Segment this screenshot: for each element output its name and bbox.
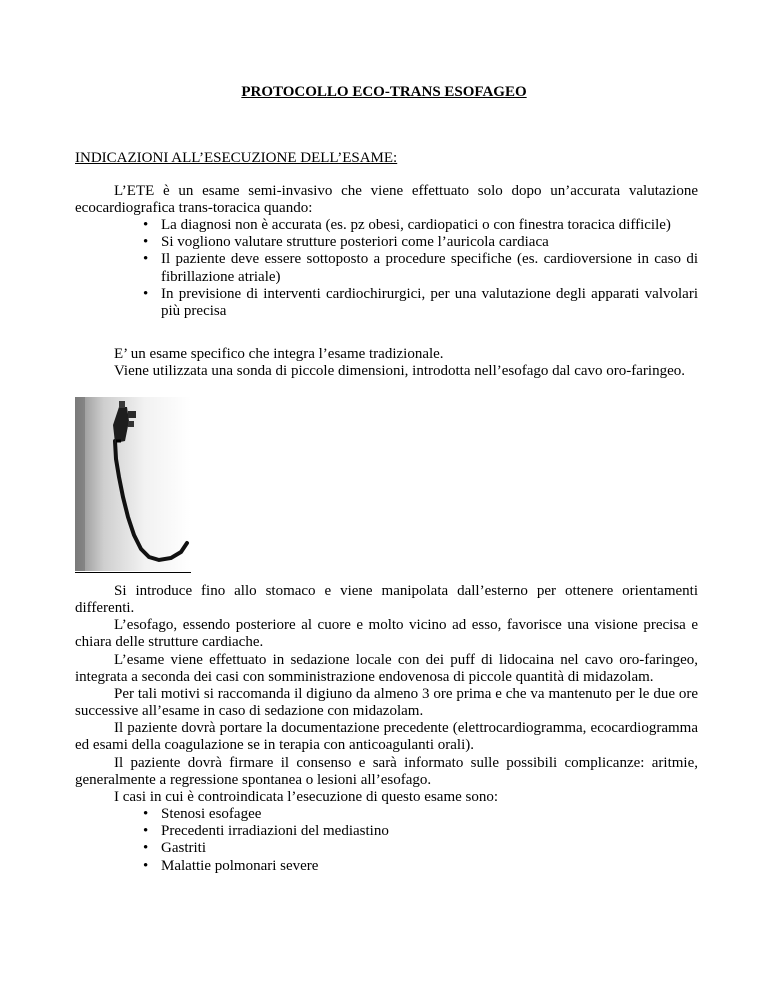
list-item: • Precedenti irradiazioni del mediastino	[141, 823, 698, 840]
body-paragraph: Il paziente dovrà firmare il consenso e sarà informato sulle possibili complicanze: aritmie, generalmente a regressione spontanea o lesioni all’esofago.	[75, 755, 698, 789]
body-paragraph: Si introduce fino allo stomaco e viene manipolata dall’esterno per ottenere orientamenti differenti.	[75, 583, 698, 617]
body-paragraph: Per tali motivi si raccomanda il digiuno da almeno 3 ore prima e che va mantenuto per le due ore successive all’esame in caso di sedazione con midazolam.	[75, 686, 698, 720]
intro-paragraph: L’ETE è un esame semi-invasivo che viene effettuato solo dopo un’accurata valutazione ecocardiografica trans-toracica quando:	[75, 183, 698, 217]
contraindications-list	[141, 806, 698, 875]
list-item: • Malattie polmonari severe	[141, 858, 698, 875]
paragraph-probe: Viene utilizzata una sonda di piccole dimensioni, introdotta nell’esofago dal cavo oro-faringeo.	[114, 363, 685, 379]
body-paragraph: Il paziente dovrà portare la documentazione precedente (elettrocardiogramma, ecocardiogramma ed esami della coagulazione se in terapia con anticoagulanti orali).	[75, 720, 698, 754]
list-item: • Gastriti	[141, 840, 698, 857]
list-item: • La diagnosi non è accurata (es. pz obesi, cardiopatici o con finestra toracica difficile)	[141, 217, 698, 234]
list-item: • In previsione di interventi cardiochirurgici, per una valutazione degli apparati valvolari più precisa	[141, 286, 698, 320]
figure-rule	[75, 572, 191, 573]
body-paragraph: L’esame viene effettuato in sedazione locale con dei puff di lidocaina nel cavo oro-faringeo, integrata a seconda dei casi con somministrazione endovenosa di piccole quantità di midazolam.	[75, 652, 698, 686]
indications-list	[141, 217, 698, 320]
body-paragraph: L’esofago, essendo posteriore al cuore e molto vicino ad esso, favorisce una visione precisa e chiara delle strutture cardiache.	[75, 617, 698, 651]
list-item: • Il paziente deve essere sottoposto a procedure specifiche (es. cardioversione in caso di fibrillazione atriale)	[141, 251, 698, 285]
list-item: • Stenosi esofagee	[141, 806, 698, 823]
document-title: PROTOCOLLO ECO-TRANS ESOFAGEO	[241, 84, 527, 100]
paragraph-specific: E’ un esame specifico che integra l’esame tradizionale.	[114, 346, 444, 362]
probe-photo	[75, 397, 191, 571]
body-paragraph: I casi in cui è controindicata l’esecuzione di questo esame sono:	[114, 789, 499, 805]
section-heading: INDICAZIONI ALL’ESECUZIONE DELL’ESAME:	[75, 150, 398, 166]
list-item: • Si vogliono valutare strutture posteriori come l’auricola cardiaca	[141, 234, 698, 251]
